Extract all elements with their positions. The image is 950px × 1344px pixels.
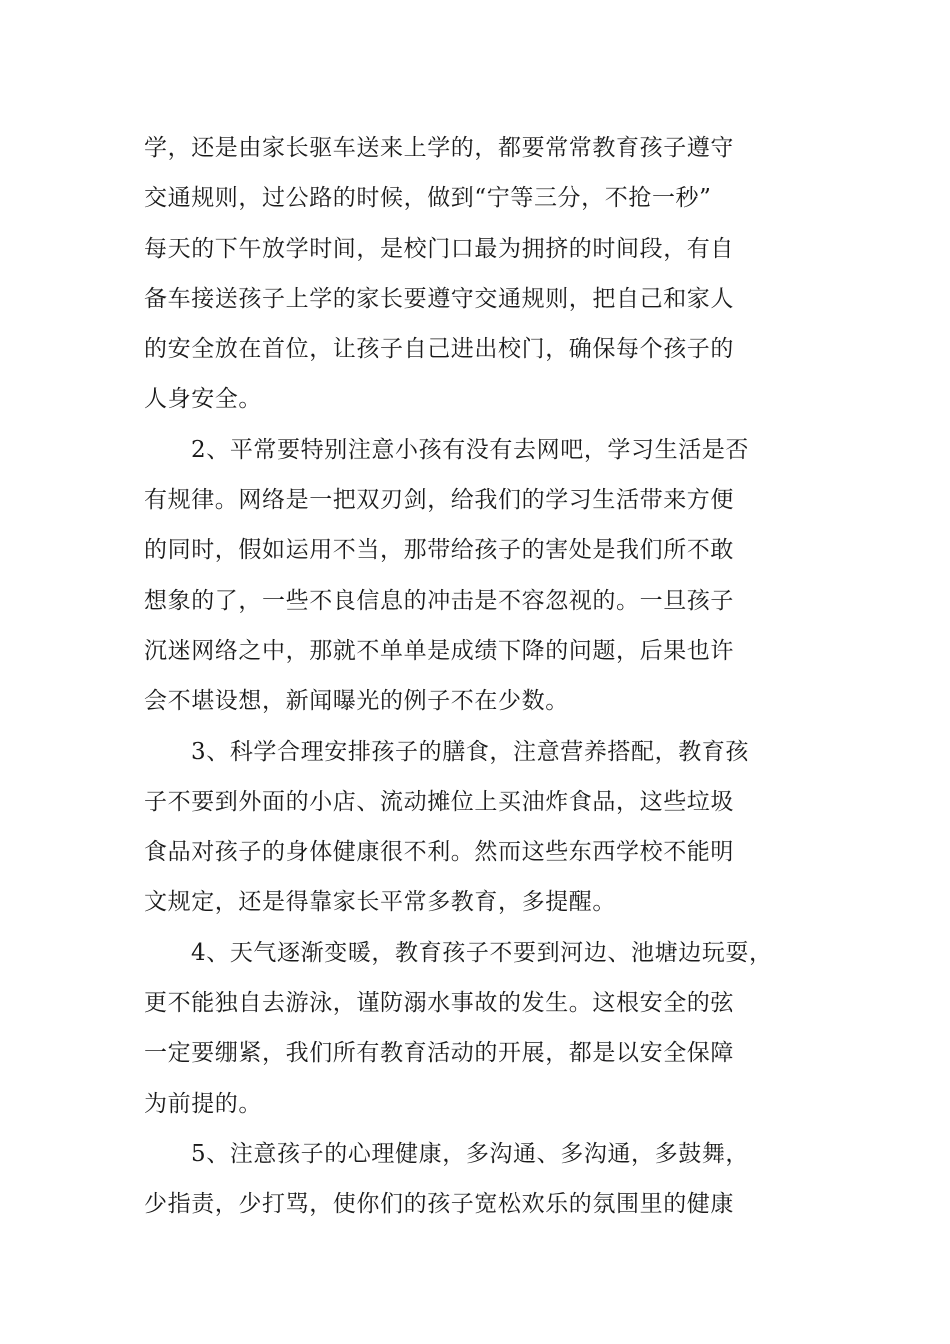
text-line: 沉迷网络之中，那就不单单是成绩下降的问题，后果也许 (144, 637, 734, 664)
text-line: 备车接送孩子上学的家长要遵守交通规则，把自己和家人 (144, 285, 734, 312)
text-line: 的同时，假如运用不当，那带给孩子的害处是我们所不敢 (144, 537, 734, 564)
text-line: 交通规则，过公路的时候，做到“宁等三分，不抢一秒” (144, 185, 712, 212)
text-line: 学，还是由家长驱车送来上学的，都要常常教育孩子遵守 (144, 135, 734, 161)
paragraph-start-2: 2、平常要特别注意小孩有没有去网吧，学习生活是否 (191, 436, 750, 463)
text-line: 有规律。网络是一把双刃剑，给我们的学习生活带来方便 (144, 487, 734, 514)
text-line: 一定要绷紧，我们所有教育活动的开展，都是以安全保障 (144, 1040, 734, 1067)
text-line: 更不能独自去游泳，谨防溺水事故的发生。这根安全的弦 (144, 990, 734, 1017)
paragraph-start-3: 3、科学合理安排孩子的膳食，注意营养搭配，教育孩 (191, 738, 750, 765)
text-line: 少指责，少打骂，使你们的孩子宽松欢乐的氛围里的健康 (144, 1191, 734, 1218)
text-line: 子不要到外面的小店、流动摊位上买油炸食品，这些垃圾 (144, 788, 734, 815)
text-line: 文规定，还是得靠家长平常多教育，多提醒。 (144, 889, 616, 916)
body-text (144, 123, 824, 1230)
text-line: 每天的下午放学时间，是校门口最为拥挤的时间段，有自 (144, 235, 734, 262)
text-line: 为前提的。 (144, 1090, 262, 1117)
paragraph-start-4: 4、天气逐渐变暖，教育孩子不要到河边、池塘边玩耍， (191, 939, 773, 966)
text-line: 会不堪设想，新闻曝光的例子不在少数。 (144, 688, 569, 715)
text-line: 的安全放在首位，让孩子自己进出校门，确保每个孩子的 (144, 336, 734, 363)
text-line: 人身安全。 (144, 386, 262, 413)
text-line: 想象的了，一些不良信息的冲击是不容忽视的。一旦孩子 (144, 587, 734, 614)
paragraph-start-5: 5、注意孩子的心理健康，多沟通、多沟通，多鼓舞， (191, 1140, 750, 1167)
text-line: 食品对孩子的身体健康很不利。然而这些东西学校不能明 (144, 839, 734, 866)
